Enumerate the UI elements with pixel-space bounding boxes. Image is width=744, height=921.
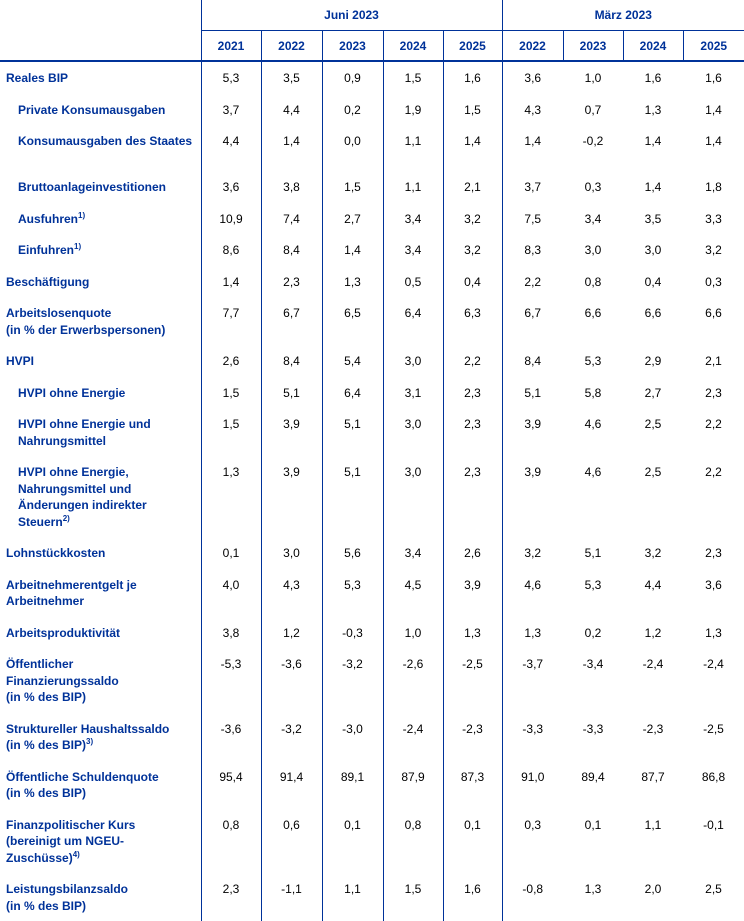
cell-march: 1,4 <box>644 134 662 148</box>
year-header-june: 2023 <box>322 31 383 62</box>
cell-march: -3,7 <box>502 648 563 713</box>
cell-june: 3,0 <box>383 456 443 537</box>
cell-march: 2,2 <box>502 266 563 298</box>
cell-march: 2,0 <box>644 882 662 896</box>
row-label <box>0 203 201 235</box>
year-header-june: 2022 <box>261 31 322 62</box>
cell-march: 1,1 <box>644 817 662 832</box>
table-row <box>0 297 744 345</box>
cell-june: 5,4 <box>322 345 383 377</box>
cell-june: 0,8 <box>201 809 261 874</box>
cell-june: 5,3 <box>201 61 261 94</box>
cell-march: 6,6 <box>705 306 722 320</box>
cell-june: 1,5 <box>383 873 443 921</box>
cell-june: 8,4 <box>261 345 322 377</box>
cell-june: 1,5 <box>322 171 383 203</box>
cell-march: 1,6 <box>644 71 662 85</box>
cell-march: 3,6 <box>502 61 563 94</box>
cell-june: 3,4 <box>383 203 443 235</box>
cell-june: 2,3 <box>261 266 322 298</box>
cell-june: 3,5 <box>261 61 322 94</box>
cell-march: 3,0 <box>644 243 662 257</box>
cell-june: -5,3 <box>201 648 261 713</box>
cell-june: 8,6 <box>201 234 261 266</box>
cell-june: -2,4 <box>383 713 443 761</box>
cell-march: 4,3 <box>502 94 563 126</box>
cell-june: 7,4 <box>261 203 322 235</box>
cell-march: -2,4 <box>703 657 724 671</box>
row-label-text: Finanzpolitischer Kurs (bereinigt um NGEU- Zuschüsse) <box>6 817 136 865</box>
cell-march: 0,7 <box>584 102 602 117</box>
cell-june: 0,5 <box>383 266 443 298</box>
cell-march: 87,7 <box>641 769 665 784</box>
table-row <box>0 234 744 266</box>
cell-june: 4,0 <box>201 569 261 617</box>
cell-june: 2,1 <box>443 171 502 203</box>
cell-march: 2,2 <box>705 465 722 479</box>
footnote-marker: 3) <box>86 737 94 746</box>
cell-march: 2,3 <box>705 385 722 400</box>
cell-march: 1,3 <box>644 102 662 117</box>
row-label-text: Ausfuhren <box>18 211 78 226</box>
cell-june: 5,1 <box>322 408 383 456</box>
table-row <box>0 456 744 537</box>
cell-march: 1,3 <box>705 625 722 640</box>
row-label <box>0 456 201 537</box>
header-corner <box>0 0 201 31</box>
cell-june: 3,4 <box>383 537 443 569</box>
cell-march: -3,3 <box>582 721 604 736</box>
cell-june: 5,1 <box>261 377 322 409</box>
cell-june: 0,2 <box>322 94 383 126</box>
row-label-text: Struktureller Haushaltssaldo (in % des BIP) <box>6 721 170 752</box>
row-label <box>0 569 201 617</box>
cell-march: 2,2 <box>705 417 722 431</box>
cell-june: 87,9 <box>383 761 443 809</box>
cell-march: 89,4 <box>581 769 605 784</box>
table-row <box>0 569 744 617</box>
table-row <box>0 125 744 171</box>
cell-june: -3,6 <box>201 713 261 761</box>
row-label-text: Lohnstückkosten <box>6 546 106 560</box>
cell-march: 5,1 <box>584 546 602 560</box>
footnote-marker: 1) <box>74 242 82 251</box>
cell-march: 2,5 <box>705 882 722 896</box>
cell-june: 6,3 <box>443 297 502 345</box>
cell-march: 8,4 <box>502 345 563 377</box>
cell-june: 3,7 <box>201 94 261 126</box>
row-label <box>0 873 201 921</box>
cell-march: 0,4 <box>644 274 662 289</box>
cell-june: 3,0 <box>261 537 322 569</box>
cell-march: 2,5 <box>644 465 662 479</box>
cell-june: 1,4 <box>443 125 502 171</box>
cell-june: 4,4 <box>201 125 261 171</box>
cell-march: 2,3 <box>705 546 722 560</box>
row-label <box>0 234 201 266</box>
cell-march: 4,6 <box>502 569 563 617</box>
cell-june: 1,5 <box>201 408 261 456</box>
cell-march: 2,5 <box>644 417 662 431</box>
row-label <box>0 377 201 409</box>
row-label-text: Bruttoanlageinvestitionen <box>18 180 167 194</box>
cell-june: 89,1 <box>322 761 383 809</box>
cell-june: 4,5 <box>383 569 443 617</box>
cell-june: 3,8 <box>261 171 322 203</box>
cell-march: -3,4 <box>582 657 604 671</box>
cell-march: -0,2 <box>582 134 604 148</box>
table-row <box>0 873 744 921</box>
cell-june: 1,0 <box>383 617 443 649</box>
cell-june: 87,3 <box>443 761 502 809</box>
cell-june: 8,4 <box>261 234 322 266</box>
cell-june: -3,2 <box>261 713 322 761</box>
cell-march: 5,1 <box>502 377 563 409</box>
cell-june: 1,5 <box>443 94 502 126</box>
cell-june: 3,9 <box>261 456 322 537</box>
cell-march: 4,4 <box>644 577 662 592</box>
cell-june: 3,4 <box>383 234 443 266</box>
cell-june: -0,3 <box>322 617 383 649</box>
cell-march: 1,4 <box>705 102 722 117</box>
cell-june: 1,2 <box>261 617 322 649</box>
cell-june: 4,3 <box>261 569 322 617</box>
row-label-text: Reales BIP <box>6 71 69 85</box>
cell-june: 10,9 <box>201 203 261 235</box>
cell-march: 1,3 <box>584 882 602 896</box>
cell-march: 3,0 <box>584 243 602 257</box>
cell-march: -3,3 <box>502 713 563 761</box>
cell-june: 1,1 <box>322 873 383 921</box>
cell-june: 0,8 <box>383 809 443 874</box>
row-label <box>0 648 201 713</box>
cell-march: 0,3 <box>705 274 722 289</box>
cell-june: 1,5 <box>383 61 443 94</box>
cell-june: 4,4 <box>261 94 322 126</box>
cell-march: 5,8 <box>584 385 602 400</box>
cell-june: 3,6 <box>201 171 261 203</box>
cell-march: 5,3 <box>584 577 602 592</box>
cell-june: 0,4 <box>443 266 502 298</box>
row-label-text: Leistungsbilanzsaldo (in % des BIP) <box>6 882 129 913</box>
table-body <box>0 61 744 921</box>
cell-june: 2,3 <box>443 456 502 537</box>
row-label-text: HVPI <box>6 354 35 368</box>
cell-june: -2,3 <box>443 713 502 761</box>
cell-march: 3,9 <box>502 456 563 537</box>
year-header-june: 2024 <box>383 31 443 62</box>
cell-june: 91,4 <box>261 761 322 809</box>
cell-june: -3,6 <box>261 648 322 713</box>
year-header-march: 2024 <box>623 31 683 62</box>
cell-june: 5,1 <box>322 456 383 537</box>
year-header-march: 2023 <box>563 31 623 62</box>
table-row <box>0 761 744 809</box>
cell-june: 3,2 <box>443 203 502 235</box>
cell-june: 6,5 <box>322 297 383 345</box>
footnote-marker: 1) <box>78 210 86 220</box>
cell-march: -2,3 <box>642 721 664 736</box>
cell-march: 4,6 <box>584 417 602 431</box>
cell-march: 7,5 <box>502 203 563 235</box>
row-label-text: Einfuhren <box>18 243 74 257</box>
cell-june: 6,4 <box>383 297 443 345</box>
cell-march: 1,6 <box>705 71 722 85</box>
cell-march: 3,3 <box>705 211 722 226</box>
cell-march: 0,8 <box>584 274 602 289</box>
group-header-june: Juni 2023 <box>201 0 502 31</box>
cell-march: 3,9 <box>502 408 563 456</box>
cell-march: 8,3 <box>502 234 563 266</box>
row-label-text: HVPI ohne Energie <box>18 385 126 400</box>
cell-june: 6,4 <box>322 377 383 409</box>
cell-june: 1,4 <box>201 266 261 298</box>
cell-march: 1,8 <box>705 180 722 194</box>
cell-march: 3,5 <box>644 211 662 226</box>
cell-march: 0,3 <box>584 180 602 194</box>
cell-june: -2,5 <box>443 648 502 713</box>
cell-june: 1,4 <box>261 125 322 171</box>
cell-june: 3,9 <box>443 569 502 617</box>
row-label-text: Private Konsumausgaben <box>18 102 166 117</box>
cell-june: 3,8 <box>201 617 261 649</box>
cell-june: 1,9 <box>383 94 443 126</box>
table-row <box>0 171 744 203</box>
row-label <box>0 537 201 569</box>
table-row <box>0 408 744 456</box>
footnote-marker: 4) <box>72 849 80 859</box>
cell-march: -2,4 <box>642 657 664 671</box>
table-row <box>0 345 744 377</box>
cell-march: 4,6 <box>584 465 602 479</box>
cell-june: 2,6 <box>201 345 261 377</box>
cell-march: 1,2 <box>644 625 662 640</box>
cell-june: 0,1 <box>322 809 383 874</box>
header-year-row <box>0 31 744 62</box>
cell-june: 1,4 <box>322 234 383 266</box>
cell-june: 1,6 <box>443 873 502 921</box>
cell-march: 1,3 <box>502 617 563 649</box>
table-row <box>0 537 744 569</box>
year-header-june: 2021 <box>201 31 261 62</box>
cell-june: -3,0 <box>322 713 383 761</box>
cell-june: 3,9 <box>261 408 322 456</box>
cell-june: 2,3 <box>443 377 502 409</box>
cell-june: 7,7 <box>201 297 261 345</box>
cell-june: 1,3 <box>322 266 383 298</box>
cell-march: 2,7 <box>644 385 662 400</box>
cell-march: 91,0 <box>502 761 563 809</box>
cell-march: 5,3 <box>584 354 602 368</box>
row-label-text: Arbeitslosenquote (in % der Erwerbspersonen) <box>6 306 166 337</box>
table-row <box>0 809 744 874</box>
row-label-text: HVPI ohne Energie, Nahrungsmittel und Änderungen indirekter Steuern <box>18 465 147 529</box>
row-label <box>0 345 201 377</box>
row-label <box>0 94 201 126</box>
row-label <box>0 266 201 298</box>
table-row <box>0 377 744 409</box>
cell-june: 0,0 <box>322 125 383 171</box>
cell-june: 0,1 <box>443 809 502 874</box>
cell-june: -2,6 <box>383 648 443 713</box>
row-label <box>0 408 201 456</box>
table-row <box>0 648 744 713</box>
cell-march: -0,1 <box>703 817 724 832</box>
row-label-text: Arbeitsproduktivität <box>6 625 121 640</box>
cell-june: 0,6 <box>261 809 322 874</box>
header-group-row <box>0 0 744 31</box>
cell-june: 2,2 <box>443 345 502 377</box>
cell-march: -0,8 <box>502 873 563 921</box>
row-label-text: Arbeitnehmerentgelt je Arbeitnehmer <box>6 577 137 608</box>
cell-march: 6,7 <box>502 297 563 345</box>
row-label <box>0 297 201 345</box>
row-label <box>0 125 201 171</box>
cell-june: 3,0 <box>383 345 443 377</box>
row-label-text: Öffentliche Schuldenquote (in % des BIP) <box>6 769 159 800</box>
row-label-text: Beschäftigung <box>6 274 90 289</box>
year-header-june: 2025 <box>443 31 502 62</box>
cell-june: 95,4 <box>201 761 261 809</box>
cell-march: 0,1 <box>584 817 602 832</box>
cell-march: -2,5 <box>703 721 724 736</box>
cell-june: 2,3 <box>443 408 502 456</box>
cell-march: 2,9 <box>644 354 662 368</box>
cell-june: 5,3 <box>322 569 383 617</box>
cell-june: -1,1 <box>261 873 322 921</box>
cell-june: -3,2 <box>322 648 383 713</box>
cell-june: 1,1 <box>383 125 443 171</box>
cell-march: 1,4 <box>502 125 563 171</box>
cell-march: 3,6 <box>705 577 722 592</box>
row-label <box>0 761 201 809</box>
cell-march: 6,6 <box>644 306 662 320</box>
table-row <box>0 266 744 298</box>
cell-march: 1,4 <box>705 134 722 148</box>
cell-march: 3,4 <box>584 211 602 226</box>
cell-march: 0,3 <box>502 809 563 874</box>
cell-march: 3,2 <box>705 243 722 257</box>
row-label-text: HVPI ohne Energie und Nahrungsmittel <box>18 417 151 448</box>
cell-june: 3,0 <box>383 408 443 456</box>
footnote-marker: 2) <box>62 513 70 523</box>
cell-june: 2,6 <box>443 537 502 569</box>
cell-march: 3,2 <box>502 537 563 569</box>
row-label <box>0 617 201 649</box>
cell-june: 5,6 <box>322 537 383 569</box>
row-label <box>0 171 201 203</box>
cell-june: 2,3 <box>201 873 261 921</box>
cell-june: 2,7 <box>322 203 383 235</box>
cell-march: 2,1 <box>705 354 722 368</box>
header-corner-bottom <box>0 31 201 62</box>
cell-june: 1,6 <box>443 61 502 94</box>
cell-june: 1,5 <box>201 377 261 409</box>
group-header-march: März 2023 <box>502 0 744 31</box>
row-label-text: Öffentlicher Finanzierungssaldo (in % des BIP) <box>6 657 119 704</box>
row-label <box>0 809 201 874</box>
table-row <box>0 203 744 235</box>
table-row <box>0 94 744 126</box>
row-label-text: Konsumausgaben des Staates <box>18 134 193 148</box>
cell-march: 1,4 <box>644 180 662 194</box>
cell-march: 3,2 <box>644 546 662 560</box>
cell-june: 1,3 <box>443 617 502 649</box>
table-row <box>0 713 744 761</box>
cell-june: 3,1 <box>383 377 443 409</box>
cell-march: 0,2 <box>584 625 602 640</box>
cell-june: 0,1 <box>201 537 261 569</box>
table-row <box>0 61 744 94</box>
cell-june: 0,9 <box>322 61 383 94</box>
cell-march: 6,6 <box>584 306 602 320</box>
cell-june: 6,7 <box>261 297 322 345</box>
row-label <box>0 61 201 94</box>
cell-june: 1,3 <box>201 456 261 537</box>
cell-march: 86,8 <box>701 769 726 784</box>
cell-march: 3,7 <box>502 171 563 203</box>
cell-march: 1,0 <box>584 71 602 85</box>
cell-june: 1,1 <box>383 171 443 203</box>
row-label <box>0 713 201 761</box>
year-header-march: 2022 <box>502 31 563 62</box>
cell-june: 3,2 <box>443 234 502 266</box>
table-row <box>0 617 744 649</box>
year-header-march: 2025 <box>683 31 744 62</box>
